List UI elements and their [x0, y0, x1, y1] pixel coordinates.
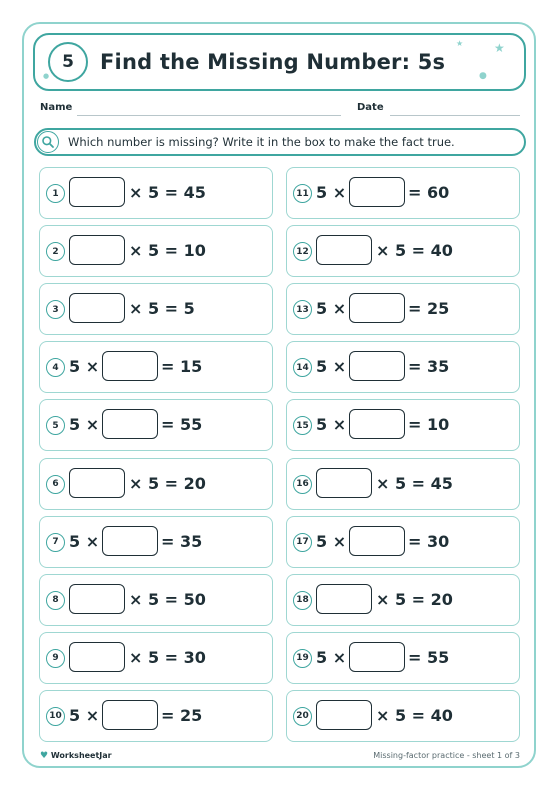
equation-lead: 5 ×	[316, 415, 347, 435]
problem-number: 17	[293, 533, 312, 552]
problem-number: 3	[46, 300, 65, 319]
problem-card	[286, 458, 520, 510]
magnifier-icon	[37, 131, 59, 153]
problem-number: 11	[293, 184, 312, 203]
problem-number: 12	[293, 242, 312, 261]
problem-card	[39, 516, 273, 568]
date-line[interactable]	[390, 115, 520, 116]
star-icon: ★	[494, 41, 505, 55]
equation-result: = 10	[408, 415, 450, 435]
equation-result: = 55	[161, 415, 203, 435]
problem-card	[39, 341, 273, 393]
problem-card	[286, 283, 520, 335]
heart-icon: ♥	[40, 751, 49, 761]
equation-lead: 5 ×	[69, 531, 100, 551]
answer-box[interactable]	[316, 468, 372, 498]
equation-lead: 5 ×	[69, 357, 100, 377]
answer-box[interactable]	[349, 409, 405, 439]
brand-name: WorksheetJar	[50, 751, 112, 760]
answer-box[interactable]	[102, 409, 158, 439]
equation-text: × 5 = 5	[129, 299, 195, 319]
equation-text: × 5 = 30	[129, 647, 206, 667]
problem-number: 20	[293, 707, 312, 726]
footer-note: Missing-factor practice - sheet 1 of 3	[373, 751, 520, 760]
problem-card	[39, 225, 273, 277]
answer-box[interactable]	[69, 235, 125, 265]
equation-text: × 5 = 45	[129, 183, 206, 202]
answer-box[interactable]	[349, 642, 405, 672]
problem-number: 5	[46, 416, 65, 435]
problem-number: 13	[293, 300, 312, 319]
equation-result: = 25	[408, 299, 450, 319]
answer-box[interactable]	[349, 177, 405, 207]
dot-icon: ●	[479, 71, 487, 81]
problem-number: 14	[293, 358, 312, 377]
equation-lead: 5 ×	[316, 357, 347, 377]
equation-result: = 30	[408, 531, 450, 551]
equation-result: = 15	[161, 357, 203, 377]
problem-card	[286, 516, 520, 568]
equation-result: = 35	[161, 531, 203, 551]
problem-card	[286, 632, 520, 684]
equation-result: = 25	[161, 705, 203, 725]
problem-card	[39, 167, 273, 219]
equation-result: = 35	[408, 357, 450, 377]
problem-number: 6	[46, 475, 65, 494]
problem-number: 8	[46, 591, 65, 610]
problem-card	[286, 574, 520, 626]
problem-card	[39, 458, 273, 510]
problem-card	[286, 399, 520, 451]
equation-text: × 5 = 40	[376, 241, 453, 261]
problem-number: 9	[46, 649, 65, 668]
star-icon: ★	[456, 39, 464, 48]
equation-lead: 5 ×	[316, 183, 347, 202]
equation-lead: 5 ×	[316, 299, 347, 319]
problem-card	[39, 690, 273, 742]
equation-result: = 60	[408, 183, 450, 202]
answer-box[interactable]	[316, 584, 372, 614]
equation-text: × 5 = 40	[376, 705, 453, 725]
answer-box[interactable]	[316, 700, 372, 730]
problem-number: 19	[293, 649, 312, 668]
equation-lead: 5 ×	[69, 415, 100, 435]
equation-text: × 5 = 50	[129, 589, 206, 609]
equation-result: = 55	[408, 647, 450, 667]
answer-box[interactable]	[69, 177, 125, 207]
equation-lead: 5 ×	[69, 705, 100, 725]
date-label: Date	[357, 102, 384, 113]
problem-card	[286, 690, 520, 742]
problem-number: 10	[46, 707, 65, 726]
equation-text: × 5 = 20	[376, 589, 453, 609]
page-title: Find the Missing Number: 5s	[100, 50, 446, 74]
problem-card	[39, 574, 273, 626]
problem-card	[39, 283, 273, 335]
problem-number: 1	[46, 184, 65, 203]
footer-brand	[40, 751, 112, 761]
problem-card	[39, 632, 273, 684]
problem-number: 4	[46, 358, 65, 377]
problem-number: 7	[46, 533, 65, 552]
problem-number: 15	[293, 416, 312, 435]
answer-box[interactable]	[102, 526, 158, 556]
answer-box[interactable]	[69, 293, 125, 323]
answer-box[interactable]	[316, 235, 372, 265]
answer-box[interactable]	[102, 700, 158, 730]
problem-number: 2	[46, 242, 65, 261]
problem-card	[286, 225, 520, 277]
answer-box[interactable]	[69, 642, 125, 672]
answer-box[interactable]	[69, 584, 125, 614]
name-line[interactable]	[77, 115, 341, 116]
answer-box[interactable]	[102, 351, 158, 381]
dot-icon: ●	[43, 72, 50, 80]
instruction-text: Which number is missing? Write it in the box to make the fact true.	[68, 135, 455, 149]
equation-text: × 5 = 45	[376, 473, 453, 493]
problem-number: 16	[293, 475, 312, 494]
equation-text: × 5 = 20	[129, 473, 206, 493]
problem-card	[286, 341, 520, 393]
answer-box[interactable]	[69, 468, 125, 498]
equation-lead: 5 ×	[316, 647, 347, 667]
answer-box[interactable]	[349, 293, 405, 323]
sheet-number-badge: 5	[48, 42, 88, 82]
problem-card	[39, 399, 273, 451]
equation-lead: 5 ×	[316, 531, 347, 551]
equation-text: × 5 = 10	[129, 241, 206, 261]
problem-card	[286, 167, 520, 219]
answer-box[interactable]	[349, 351, 405, 381]
answer-box[interactable]	[349, 526, 405, 556]
name-label: Name	[40, 102, 73, 113]
problem-number: 18	[293, 591, 312, 610]
